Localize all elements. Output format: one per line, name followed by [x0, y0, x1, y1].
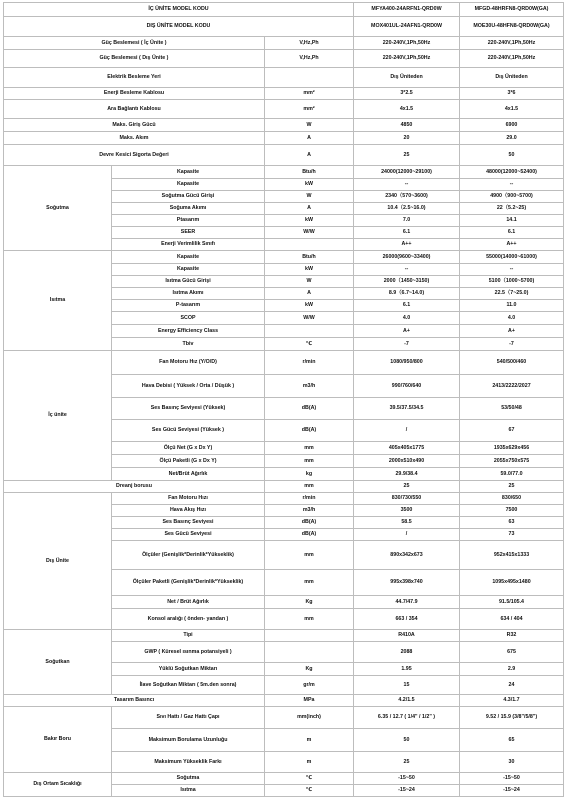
value-model-a: 25 — [354, 752, 460, 773]
row-label: Net/Brüt Ağırlık — [112, 468, 265, 481]
value-model-a: 24000(12000~29100) — [354, 166, 460, 179]
unit-cell: mm² — [265, 100, 354, 119]
unit-cell: mm² — [265, 88, 354, 100]
value-model-a: A++ — [354, 239, 460, 251]
value-model-b: 11.0 — [460, 300, 564, 312]
value-model-b: 55000(14000~61000) — [460, 251, 564, 264]
table-row — [4, 630, 564, 642]
value-model-a: 830/730/550 — [354, 493, 460, 505]
row-label: Elektrik Besleme Yeri — [4, 68, 265, 88]
value-model-a: / — [354, 420, 460, 442]
value-model-b: 53/50/48 — [460, 398, 564, 420]
unit-cell — [265, 325, 354, 338]
row-label: Isıtma Gücü Girişi — [112, 276, 265, 288]
unit-cell: V,Hz,Ph — [265, 37, 354, 50]
value-model-b: 830/650 — [460, 493, 564, 505]
unit-cell: W — [265, 191, 354, 203]
row-label: Dreanj borusu — [4, 481, 265, 493]
value-model-a: 7.0 — [354, 215, 460, 227]
value-model-b: 540/500/460 — [460, 351, 564, 375]
table-row — [4, 251, 564, 264]
value-model-b: 4x1.5 — [460, 100, 564, 119]
value-model-a: 15 — [354, 676, 460, 695]
value-model-a: / — [354, 529, 460, 541]
value-model-a: 6.1 — [354, 227, 460, 239]
value-model-a: -7 — [354, 338, 460, 351]
row-label: Tasarım Basıncı — [4, 695, 265, 707]
value-model-a: 25 — [354, 145, 460, 166]
value-model-b: -- — [460, 179, 564, 191]
row-label: Ölçüler (Genişlik*Derinlik*Yükseklik) — [112, 541, 265, 570]
table-row — [4, 132, 564, 145]
value-model-a: 26000(9600~33400) — [354, 251, 460, 264]
unit-cell — [265, 642, 354, 663]
row-label: Ses Gücü Seviyesi (Yüksek ) — [112, 420, 265, 442]
value-model-a: -- — [354, 179, 460, 191]
value-model-b: A+ — [460, 325, 564, 338]
row-label: Kapasite — [112, 264, 265, 276]
unit-cell: A — [265, 288, 354, 300]
value-model-b: 2413/2222/2027 — [460, 375, 564, 398]
value-model-a: 39.5/37.5/34.5 — [354, 398, 460, 420]
value-model-b: 65 — [460, 729, 564, 752]
value-model-b: 48000(12000~52400) — [460, 166, 564, 179]
unit-cell: m3/h — [265, 505, 354, 517]
row-label: Güç Beslemesi ( Dış Ünite ) — [4, 50, 265, 68]
table-row — [4, 166, 564, 179]
value-model-b: 50 — [460, 145, 564, 166]
row-label: Ses Gücü Seviyesi — [112, 529, 265, 541]
unit-cell: mm — [265, 481, 354, 493]
value-model-b: 59.0/77.0 — [460, 468, 564, 481]
value-model-a: 1080/950/800 — [354, 351, 460, 375]
row-label: Maks. Akım — [4, 132, 265, 145]
row-label: Ses Basınç Seviyesi — [112, 517, 265, 529]
value-model-b: 14.1 — [460, 215, 564, 227]
unit-cell: Btu/h — [265, 166, 354, 179]
unit-cell: m — [265, 752, 354, 773]
value-model-a: 2088 — [354, 642, 460, 663]
row-label: Devre Kesici Sigorta Değeri — [4, 145, 265, 166]
table-row — [4, 50, 564, 68]
unit-cell: mm — [265, 609, 354, 630]
outdoor-model-b: MOE30U-48HFN8-QRD0W(GA) — [460, 17, 564, 37]
unit-cell: kW — [265, 215, 354, 227]
unit-cell: kg — [265, 468, 354, 481]
value-model-b: Dış Üniteden — [460, 68, 564, 88]
unit-cell: ℃ — [265, 773, 354, 785]
value-model-b: 9.52 / 15.9 (3/8"/5/8") — [460, 707, 564, 729]
value-model-a: 405x405x1775 — [354, 442, 460, 455]
value-model-b: 24 — [460, 676, 564, 695]
value-model-b: R32 — [460, 630, 564, 642]
unit-cell: r/min — [265, 351, 354, 375]
row-label: Soğuma Akımı — [112, 203, 265, 215]
unit-cell: mm — [265, 570, 354, 596]
row-label: Fan Motoru Hızı — [112, 493, 265, 505]
indoor-model-b: MFGD-48HRFN8-QRD0W(GA) — [460, 3, 564, 17]
table-row — [4, 100, 564, 119]
value-model-b: 4900（900~5700) — [460, 191, 564, 203]
value-model-b: 4.3/1.7 — [460, 695, 564, 707]
value-model-a: 10.4（2.5~16.0) — [354, 203, 460, 215]
unit-cell: W/W — [265, 227, 354, 239]
row-label: GWP ( Küresel ısınma potansiyeli ) — [112, 642, 265, 663]
row-label: Isıtma — [112, 785, 265, 797]
row-label: Isıtma Akımı — [112, 288, 265, 300]
row-label: Ses Basınç Seviyesi (Yüksek) — [112, 398, 265, 420]
unit-cell: ℃ — [265, 785, 354, 797]
unit-cell: m — [265, 729, 354, 752]
row-label: Maks. Giriş Gücü — [4, 119, 265, 132]
value-model-a: 3500 — [354, 505, 460, 517]
value-model-a: 220-240V,1Ph,50Hz — [354, 37, 460, 50]
value-model-a: 890x342x673 — [354, 541, 460, 570]
value-model-a: -15~50 — [354, 773, 460, 785]
unit-cell — [265, 68, 354, 88]
indoor-model-a: MFYA400-24ARFN1-QRD0W — [354, 3, 460, 17]
unit-cell: A — [265, 145, 354, 166]
unit-cell: MPa — [265, 695, 354, 707]
value-model-a: 6.1 — [354, 300, 460, 312]
table-row — [4, 351, 564, 375]
row-label: Güç Beslemesi ( İç Ünite ) — [4, 37, 265, 50]
row-label: Sıvı Hattı / Gaz Hattı Çapı — [112, 707, 265, 729]
value-model-a: 58.5 — [354, 517, 460, 529]
value-model-b: 6900 — [460, 119, 564, 132]
row-label: Ara Bağlantı Kablosu — [4, 100, 265, 119]
row-label: SEER — [112, 227, 265, 239]
value-model-b: 634 / 404 — [460, 609, 564, 630]
value-model-a: 20 — [354, 132, 460, 145]
unit-cell: kW — [265, 179, 354, 191]
value-model-a: -15~24 — [354, 785, 460, 797]
unit-cell: dB(A) — [265, 529, 354, 541]
row-label: Kapasite — [112, 166, 265, 179]
row-label: Enerji Verimlilik Sınıfı — [112, 239, 265, 251]
outdoor-model-label: DIŞ ÜNİTE MODEL KODU — [4, 17, 354, 37]
value-model-b: 7500 — [460, 505, 564, 517]
pressure-row — [4, 695, 564, 707]
value-model-a: 220-240V,1Ph,50Hz — [354, 50, 460, 68]
row-label: Tbiv — [112, 338, 265, 351]
value-model-b: 73 — [460, 529, 564, 541]
row-label: Kapasite — [112, 179, 265, 191]
table-row — [4, 145, 564, 166]
unit-cell: A — [265, 132, 354, 145]
unit-cell: W — [265, 276, 354, 288]
value-model-a: 2000x510x490 — [354, 455, 460, 468]
value-model-a: 4.2/1.5 — [354, 695, 460, 707]
row-label: İlave Soğutkan Miktarı ( 5m.den sonra) — [112, 676, 265, 695]
section-label: Soğutma — [4, 166, 112, 251]
value-model-a: R410A — [354, 630, 460, 642]
value-model-b: 29.0 — [460, 132, 564, 145]
section-label: İç ünite — [4, 351, 112, 481]
row-label: Energy Efficiency Class — [112, 325, 265, 338]
value-model-b: -- — [460, 264, 564, 276]
value-model-b: 2.9 — [460, 663, 564, 676]
unit-cell: kW — [265, 264, 354, 276]
value-model-b: A++ — [460, 239, 564, 251]
unit-cell: V,Hz,Ph — [265, 50, 354, 68]
row-label: Ölçü Net (G x Dx Y) — [112, 442, 265, 455]
row-label: Maksimum Yükseklik Farkı — [112, 752, 265, 773]
value-model-a: 4x1.5 — [354, 100, 460, 119]
value-model-a: 25 — [354, 481, 460, 493]
section-label: Bakır Boru — [4, 707, 112, 773]
drain-row — [4, 481, 564, 493]
value-model-b: 1095x495x1480 — [460, 570, 564, 596]
value-model-b: 67 — [460, 420, 564, 442]
value-model-a: 50 — [354, 729, 460, 752]
row-label: Maksimum Borulama Uzunluğu — [112, 729, 265, 752]
unit-cell — [265, 239, 354, 251]
row-label: Tipi — [112, 630, 265, 642]
value-model-a: 2000（1450~3150) — [354, 276, 460, 288]
value-model-b: 30 — [460, 752, 564, 773]
value-model-a: 6.35 / 12.7 ( 1/4" / 1/2" ) — [354, 707, 460, 729]
row-label: Enerji Besleme Kablosu — [4, 88, 265, 100]
unit-cell: gr/m — [265, 676, 354, 695]
row-label: Ölçüler Paketli (Genişlik*Derinlik*Yükseklik) — [112, 570, 265, 596]
value-model-a: 29.9/38.4 — [354, 468, 460, 481]
unit-cell: mm — [265, 455, 354, 468]
spec-table — [3, 2, 564, 797]
row-label: Konsol aralığı ( önden- yandan ) — [112, 609, 265, 630]
section-label: Isıtma — [4, 251, 112, 351]
value-model-a: 44.7/47.9 — [354, 596, 460, 609]
indoor-model-label: İÇ ÜNİTE MODEL KODU — [4, 3, 354, 17]
header-row-indoor — [4, 3, 564, 17]
row-label: Yüklü Soğutkan Miktarı — [112, 663, 265, 676]
value-model-b: 220-240V,1Ph,50Hz — [460, 37, 564, 50]
table-row — [4, 707, 564, 729]
table-row — [4, 119, 564, 132]
value-model-b: -7 — [460, 338, 564, 351]
value-model-a: A+ — [354, 325, 460, 338]
value-model-b: 22（5.2~25) — [460, 203, 564, 215]
unit-cell: mm — [265, 541, 354, 570]
value-model-b: 2055x750x575 — [460, 455, 564, 468]
unit-cell: Kg — [265, 596, 354, 609]
value-model-a: 1.95 — [354, 663, 460, 676]
unit-cell: dB(A) — [265, 398, 354, 420]
unit-cell: dB(A) — [265, 420, 354, 442]
table-row — [4, 88, 564, 100]
value-model-a: 4850 — [354, 119, 460, 132]
unit-cell: kW — [265, 300, 354, 312]
section-label: Dış Ortam Sıcaklığı — [4, 773, 112, 797]
table-row — [4, 37, 564, 50]
unit-cell: Btu/h — [265, 251, 354, 264]
row-label: Soğutma Gücü Girişi — [112, 191, 265, 203]
unit-cell: dB(A) — [265, 517, 354, 529]
row-label: P-tasarım — [112, 300, 265, 312]
unit-cell: W/W — [265, 312, 354, 325]
unit-cell: A — [265, 203, 354, 215]
value-model-b: 4.0 — [460, 312, 564, 325]
unit-cell: r/min — [265, 493, 354, 505]
row-label: Soğutma — [112, 773, 265, 785]
value-model-b: 220-240V,1Ph,50Hz — [460, 50, 564, 68]
row-label: Ölçü Paketli (G x Dx Y) — [112, 455, 265, 468]
value-model-b: 63 — [460, 517, 564, 529]
row-label: Hava Akış Hızı — [112, 505, 265, 517]
row-label: Ptasarım — [112, 215, 265, 227]
value-model-b: 675 — [460, 642, 564, 663]
value-model-a: 995x398x740 — [354, 570, 460, 596]
value-model-b: -15~50 — [460, 773, 564, 785]
unit-cell — [265, 630, 354, 642]
unit-cell: m3/h — [265, 375, 354, 398]
row-label: Net / Brüt Ağırlık — [112, 596, 265, 609]
row-label: Hava Debisi ( Yüksek / Orta / Düşük ) — [112, 375, 265, 398]
unit-cell: W — [265, 119, 354, 132]
value-model-a: 2340（570~3600) — [354, 191, 460, 203]
value-model-b: 952x415x1333 — [460, 541, 564, 570]
value-model-a: 4.0 — [354, 312, 460, 325]
section-label: Soğutkan — [4, 630, 112, 695]
value-model-b: 91.5/105.4 — [460, 596, 564, 609]
outdoor-model-a: MOX401UL-24AFN1-QRD0W — [354, 17, 460, 37]
row-label: Kapasite — [112, 251, 265, 264]
value-model-a: 3*2.5 — [354, 88, 460, 100]
value-model-a: -- — [354, 264, 460, 276]
unit-cell: Kg — [265, 663, 354, 676]
value-model-b: -15~24 — [460, 785, 564, 797]
table-row — [4, 68, 564, 88]
value-model-b: 3*6 — [460, 88, 564, 100]
value-model-b: 22.5（7~25.0) — [460, 288, 564, 300]
value-model-a: 8.9（6.7~14.0) — [354, 288, 460, 300]
section-label: Dış Ünite — [4, 493, 112, 630]
value-model-b: 5100（1000~5700) — [460, 276, 564, 288]
unit-cell: mm(inch) — [265, 707, 354, 729]
header-row-outdoor — [4, 17, 564, 37]
unit-cell: ℃ — [265, 338, 354, 351]
value-model-a: Dış Üniteden — [354, 68, 460, 88]
table-row — [4, 773, 564, 785]
value-model-a: 990/760/640 — [354, 375, 460, 398]
value-model-b: 6.1 — [460, 227, 564, 239]
row-label: Fan Motoru Hız (Y/O/D) — [112, 351, 265, 375]
value-model-b: 25 — [460, 481, 564, 493]
row-label: SCOP — [112, 312, 265, 325]
table-row — [4, 493, 564, 505]
value-model-a: 663 / 354 — [354, 609, 460, 630]
value-model-b: 1935x629x456 — [460, 442, 564, 455]
unit-cell: mm — [265, 442, 354, 455]
